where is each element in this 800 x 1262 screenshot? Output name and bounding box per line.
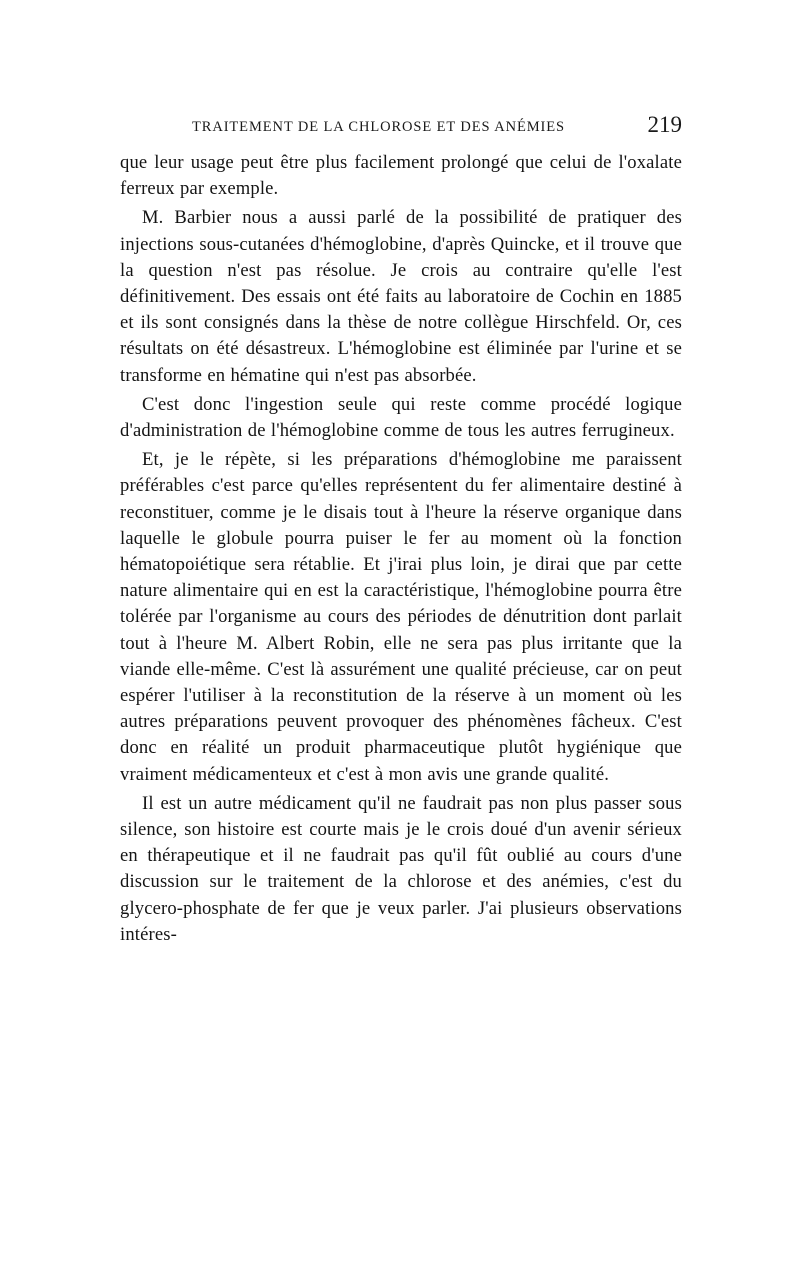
paragraph: C'est donc l'ingestion seule qui reste comme procédé logique d'administration de l'hémoglobine comme de tous les autres ferrugineux.: [120, 393, 682, 442]
paragraph: M. Barbier nous a aussi parlé de la possibilité de pratiquer des injections sous-cutanées d'hémoglobine, d'après Quincke, et il trouve que la question n'est pas résolue. Je crois au contraire qu'elle l'est définitivement. Des essais ont été faits au laboratoire de Cochin en 1885 et ils sont consignés dans la thèse de notre collègue Hirschfeld. Or, ces résultats on été désastreux. L'hémoglobine est éliminée par l'urine et se transforme en hématine qui n'est pas absorbée.: [120, 207, 682, 386]
paragraph: Il est un autre médicament qu'il ne faudrait pas non plus passer sous silence, son histoire est courte mais je le crois doué d'un avenir sérieux en thérapeutique et il ne faudrait pas qu'il fût oublié au cours d'une discussion sur le traitement de la chlorose et des anémies, c'est du glycero-phosphate de fer que je veux parler. J'ai plusieurs observations intéres-: [120, 792, 682, 945]
paragraph: que leur usage peut être plus facilement prolongé que celui de l'oxalate ferreux par exemple.: [120, 152, 682, 200]
book-page: [120, 112, 682, 948]
paragraph: Et, je le répète, si les préparations d'hémoglobine me paraissent préférables c'est parce qu'elles représentent du fer alimentaire destiné à reconstituer, comme je le disais tout à l'heure la réserve organique dans laquelle le globule pourra puiser le fer au moment où la fonction hématopoiétique sera rétablie. Et j'irai plus loin, je dirai que par cette nature alimentaire qui en est la caractéristique, l'hémoglobine pourra être tolérée par l'organisme au cours des périodes de dénutrition dont parlait tout à l'heure M. Albert Robin, elle ne sera pas plus irritante que la viande elle-même. C'est là assurément une qualité précieuse, car on peut espérer l'utiliser à la reconstitution de la réserve à un moment où les autres préparations peuvent provoquer des phénomènes fâcheux. C'est donc en réalité un produit pharmaceutique plutôt hygiénique que vraiment médicamenteux et c'est à mon avis une grande qualité.: [120, 449, 682, 785]
running-title: TRAITEMENT DE LA CHLOROSE ET DES ANÉMIES: [192, 119, 565, 135]
running-head: [120, 112, 682, 142]
body-text: [120, 150, 682, 948]
page-number: 219: [647, 112, 682, 137]
